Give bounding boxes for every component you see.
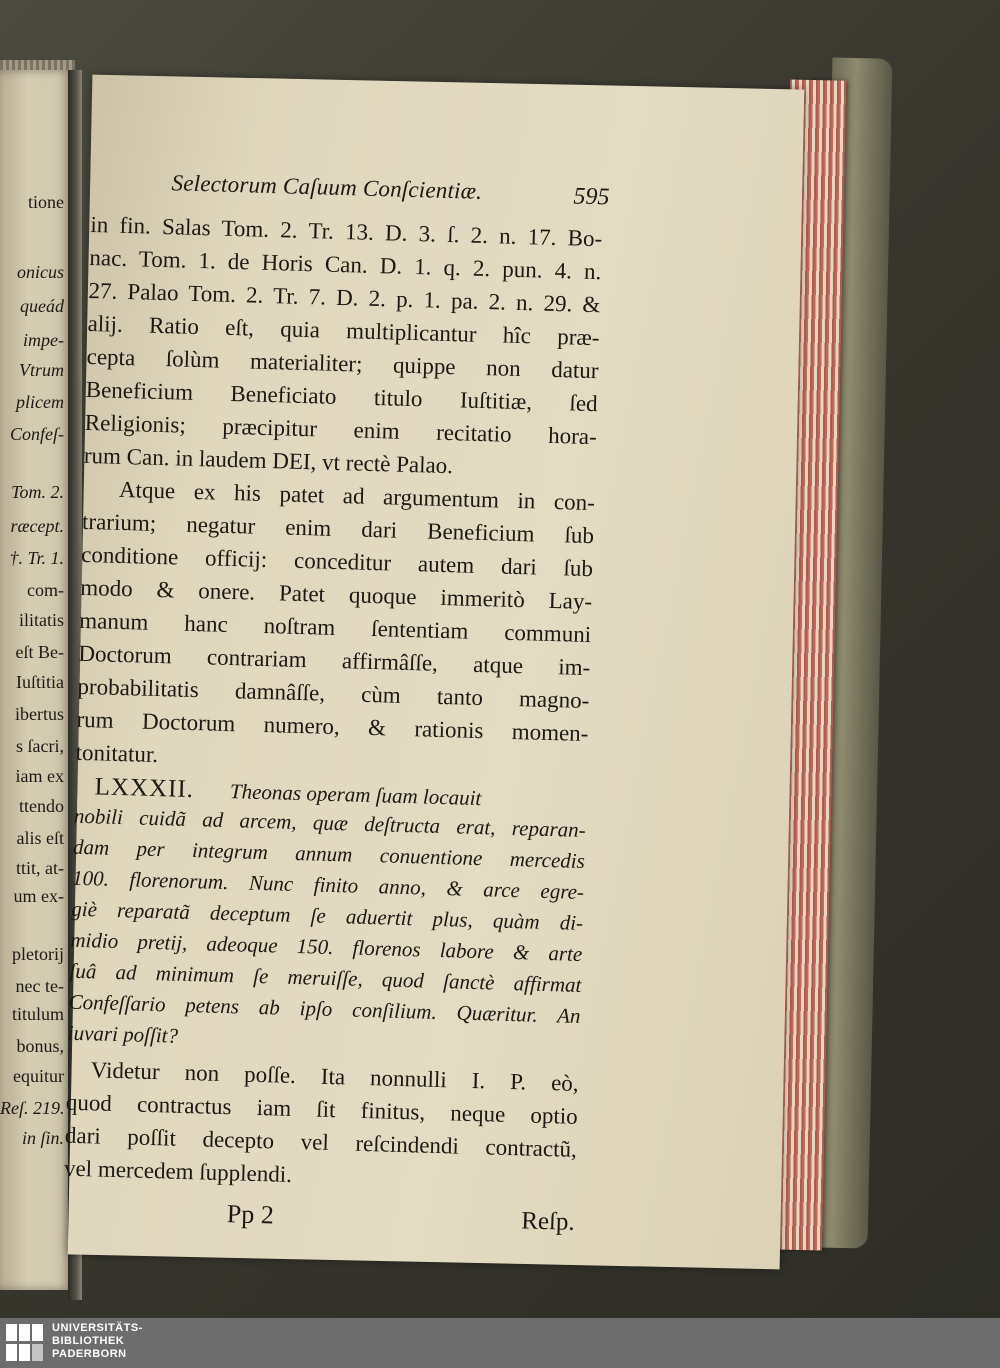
text-line: modo & onere. Patet quoque immeritò Lay- [79, 574, 593, 615]
left-page-fragment: Confeſ- [10, 424, 64, 444]
text-line: Doctorum contrariam affirmâſſe, atque im- [78, 640, 591, 681]
left-page-fragment: ttendo [19, 796, 64, 816]
left-page-fragment: tione [28, 192, 64, 212]
left-page-fragment: um ex- [13, 886, 64, 906]
left-page-fragment: Tom. 2. [11, 482, 64, 502]
left-page-fragment: pletorij [12, 944, 64, 964]
left-page-fragment: ræcept. [10, 516, 64, 536]
library-footer-bar [0, 1318, 1000, 1368]
left-page-fragment: ibertus [15, 704, 64, 724]
text-line: Videtur non poſſe. Ita nonnulli I. P. eò, [90, 1057, 579, 1096]
case-line: Confeſſario petens ab ipſo conſilium. Quæritur. An [68, 989, 581, 1028]
left-page-fragment: com- [27, 580, 64, 600]
text-line: probabilitatis damnâſſe, cùm tanto magno- [77, 673, 590, 714]
text-line: in fin. Salas Tom. 2. Tr. 13. D. 3. ſ. 2. n. 17. Bo- [90, 211, 603, 252]
text-line: nac. Tom. 1. de Horis Can. D. 1. q. 2. pun. 4. n. [89, 244, 602, 285]
case-first-line: Theonas operam ſuam locauit [229, 779, 482, 811]
text-line: 27. Palao Tom. 2. Tr. 7. D. 2. p. 1. pa. 2. n. 29. & [88, 277, 601, 318]
text-line: quod contractus iam ſit finitus, neque optio [65, 1089, 579, 1129]
case-text [67, 801, 586, 1063]
paragraph-1 [84, 208, 603, 486]
case-line: 100. florenorum. Nunc finito anno, & arce egre- [71, 865, 585, 905]
text-line: cepta ſolùm materialiter; quippe non datur [86, 343, 599, 384]
paragraph-2 [75, 472, 595, 783]
right-page-text [62, 168, 610, 1245]
left-page-fragment: bonus, [16, 1036, 64, 1056]
left-page-fragment: plicem [16, 392, 64, 412]
text-line: conditione officij: conceditur autem dari ſub [80, 541, 594, 582]
case-number: LXXXII. [94, 773, 195, 804]
text-line: dari poſſit decepto vel reſcindendi contractũ, [64, 1122, 578, 1162]
text-line: Religionis; præcipitur enim recitatio hora- [84, 409, 598, 450]
left-page-fragment: s ſacri, [16, 736, 64, 756]
case-line: ſuâ ad minimum ſe meruiſſe, quod ſanctè affirmat [69, 958, 582, 997]
catchword: Reſp. [520, 1207, 576, 1236]
text-line: Beneficium Beneficiato titulo Iuſtitiæ, ſed [85, 376, 598, 417]
text-line: rum Can. in laudem DEI, vt rectè Palao. [83, 442, 454, 479]
library-name-line: BIBLIOTHEK [52, 1335, 125, 1347]
left-page-fragment: in ſin. [21, 1128, 64, 1148]
paragraph-3 [64, 1053, 579, 1199]
left-page-fragment: queád [20, 296, 64, 316]
left-page-fragment: alis eſt [16, 828, 64, 848]
library-logo-icon [4, 1322, 46, 1364]
left-page-fragment: Vtrum [19, 360, 64, 380]
page-number: 595 [573, 183, 610, 211]
signature-mark: Pp 2 [226, 1199, 275, 1230]
left-page-fragment: ttit, at- [16, 858, 64, 878]
left-page-fragment: equitur [13, 1066, 64, 1086]
case-line: midio pretij, adeoque 150. florenos labore & arte [70, 927, 583, 966]
text-line: trarium; negatur enim dari Beneficium ſub [81, 508, 595, 549]
library-name [52, 1322, 143, 1361]
case-line: iuvari poſſit? [67, 1020, 179, 1048]
left-page-fragment: titulum [11, 1004, 64, 1024]
left-page-fragment: †. Tr. 1. [9, 548, 64, 568]
left-page-fragment: nec te- [15, 976, 64, 996]
left-page-fragment: Reſ. 219. [0, 1098, 65, 1118]
left-page-fragment: onicus [17, 262, 64, 282]
left-page-fragment: ilitatis [19, 610, 64, 630]
text-line: rum Doctorum numero, & rationis momen- [76, 706, 589, 747]
case-line: nobili cuidã ad arcem, quæ deſtructa erat, reparan- [73, 803, 587, 843]
text-line: tonitatur. [75, 739, 159, 768]
left-page-fragment: impe- [23, 330, 64, 350]
case-line: giè reparatã deceptum ſe aduertit plus, quàm di- [70, 896, 584, 936]
text-line: alij. Ratio eſt, quia multiplicantur hîc præ- [87, 310, 600, 351]
text-line: manum hanc noſtram ſententiam communi [79, 607, 592, 648]
left-page-fragment: iam ex [15, 766, 64, 786]
library-name-line: PADERBORN [52, 1348, 127, 1360]
case-line: dam per integrum annum conuentione mercedis [72, 834, 586, 874]
text-line: vel mercedem ſupplendi. [63, 1155, 293, 1187]
text-line: Atque ex his patet ad argumentum in con- [118, 476, 596, 516]
left-page-fragment: Iuſtitia [16, 672, 64, 692]
left-page-fragment: eſt Be- [15, 642, 64, 662]
running-head: Selectorum Caſuum Conſcientiæ. [171, 170, 483, 204]
library-name-line: UNIVERSITÄTS- [52, 1322, 143, 1334]
